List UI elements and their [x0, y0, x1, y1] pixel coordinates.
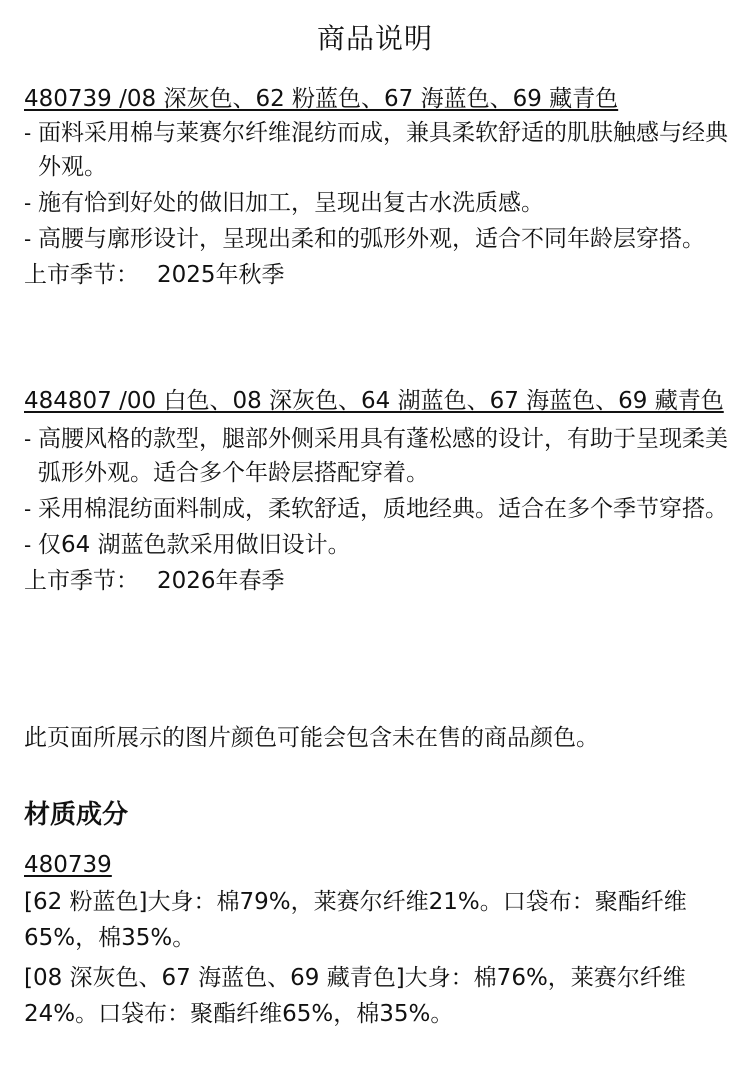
- feature-item: [24, 186, 728, 220]
- material-composition-line: [62 粉蓝色]大身：棉79%，莱赛尔纤维21%。口袋布：聚酯纤维65%，棉35%。: [24, 889, 687, 951]
- bullet-dash: -: [24, 427, 32, 451]
- material-composition-line: [08 深灰色、67 海蓝色、69 藏青色]大身：棉76%，莱赛尔纤维24%。口袋布：聚酯纤维65%，棉35%。: [24, 965, 686, 1027]
- season-line: [24, 564, 728, 598]
- season-label: 上市季节：: [24, 568, 139, 594]
- material-heading: 材质成分: [24, 800, 129, 830]
- feature-list: [24, 116, 728, 256]
- feature-text: 面料采用棉与莱赛尔纤维混纺而成，兼具柔软舒适的肌肤触感与经典外观。: [38, 120, 728, 180]
- feature-text: 施有恰到好处的做旧加工，呈现出复古水洗质感。: [38, 190, 544, 216]
- bullet-dash: -: [24, 121, 32, 145]
- page-title: 商品说明: [316, 22, 433, 55]
- season-line: [24, 258, 728, 292]
- bullet-dash: -: [24, 227, 32, 251]
- feature-item: [24, 422, 728, 490]
- feature-text: 高腰与廓形设计，呈现出柔和的弧形外观，适合不同年龄层穿搭。: [38, 226, 705, 252]
- bullet-dash: -: [24, 497, 32, 521]
- feature-text: 采用棉混纺面料制成，柔软舒适，质地经典。适合在多个季节穿搭。: [38, 496, 728, 522]
- material-section: [24, 798, 728, 1032]
- product-block-484807: [24, 382, 728, 598]
- season-value: 2025年秋季: [157, 262, 285, 288]
- bullet-dash: -: [24, 533, 32, 557]
- feature-text: 仅64 湖蓝色款采用做旧设计。: [38, 532, 351, 558]
- product-code-line: 480739 /08 深灰色、62 粉蓝色、67 海蓝色、69 藏青色: [24, 86, 619, 112]
- feature-item: [24, 222, 728, 256]
- bullet-dash: -: [24, 191, 32, 215]
- color-disclaimer: 此页面所展示的图片颜色可能会包含未在售的商品颜色。: [24, 725, 599, 751]
- feature-text: 高腰风格的款型，腿部外侧采用具有蓬松感的设计，有助于呈现柔美弧形外观。适合多个年龄层搭配穿着。: [38, 426, 728, 486]
- product-code-line: 484807 /00 白色、08 深灰色、64 湖蓝色、67 海蓝色、69 藏青色: [24, 388, 724, 414]
- season-label: 上市季节：: [24, 262, 139, 288]
- feature-item: [24, 116, 728, 184]
- feature-item: [24, 492, 728, 526]
- product-block-480739: [24, 84, 728, 292]
- season-value: 2026年春季: [157, 568, 285, 594]
- feature-item: [24, 528, 728, 562]
- material-product-code: 480739: [24, 852, 112, 878]
- feature-list: [24, 422, 728, 562]
